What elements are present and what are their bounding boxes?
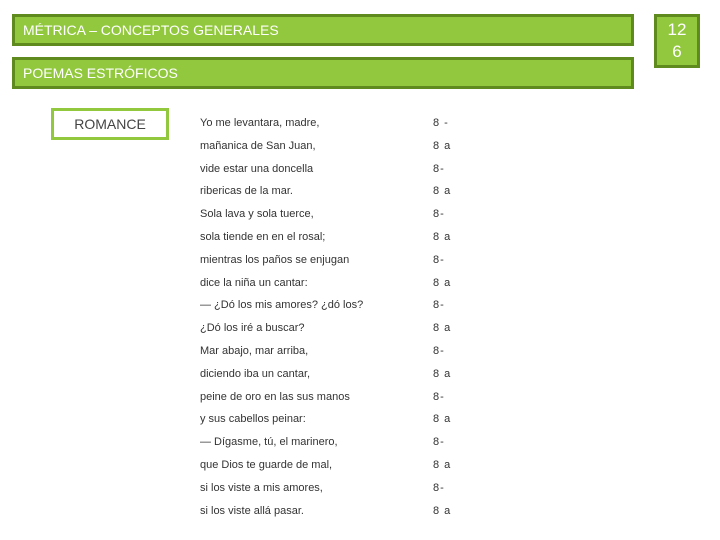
verse-line: dice la niña un cantar:	[200, 277, 308, 289]
verse-meter: 8-	[433, 391, 445, 403]
verse-meter: 8 a	[433, 231, 452, 243]
verse-line: mañanica de San Juan,	[200, 140, 316, 152]
verse-meter: 8 a	[433, 185, 452, 197]
verse-line: ¿Dó los iré a buscar?	[200, 322, 305, 334]
verse-meter: 8-	[433, 163, 445, 175]
verse-line: si los viste a mis amores,	[200, 482, 323, 494]
verse-meter: 8 -	[433, 117, 449, 129]
verse-line: ribericas de la mar.	[200, 185, 293, 197]
verse-line: vide estar una doncella	[200, 163, 314, 175]
verse-line: peine de oro en las sus manos	[200, 391, 350, 403]
verse-meter: 8-	[433, 436, 445, 448]
verse-meter: 8-	[433, 254, 445, 266]
verse-meter: 8 a	[433, 140, 452, 152]
verse-line: sola tiende en en el rosal;	[200, 231, 326, 243]
verse-line: diciendo iba un cantar,	[200, 368, 311, 380]
verse-line: y sus cabellos peinar:	[200, 413, 306, 425]
subtitle-bar	[12, 57, 634, 89]
verse-meter: 8 a	[433, 277, 452, 289]
verse-line: Mar abajo, mar arriba,	[200, 345, 309, 357]
title-bar	[12, 14, 634, 46]
verse-meter: 8 a	[433, 322, 452, 334]
verse-line: — ¿Dó los mis amores? ¿dó los?	[200, 299, 364, 311]
verse-line: — Dígasme, tú, el marinero,	[200, 436, 338, 448]
verse-meter: 8 a	[433, 368, 452, 380]
verse-line: si los viste allá pasar.	[200, 505, 304, 517]
verse-meter: 8-	[433, 208, 445, 220]
verse-meter: 8 a	[433, 459, 452, 471]
verse-line: mientras los paños se enjugan	[200, 254, 350, 266]
section-label: ROMANCE	[74, 116, 146, 132]
verse-meter: 8-	[433, 345, 445, 357]
verse-line: Yo me levantara, madre,	[200, 117, 320, 129]
verse-meter: 8 a	[433, 413, 452, 425]
verse-meter: 8-	[433, 482, 445, 494]
verse-meter: 8-	[433, 299, 445, 311]
page-title: MÉTRICA – CONCEPTOS GENERALES	[23, 22, 279, 38]
verse-line: que Dios te guarde de mal,	[200, 459, 333, 471]
page-subtitle: POEMAS ESTRÓFICOS	[23, 65, 178, 81]
section-label-box	[51, 108, 169, 140]
verse-line: Sola lava y sola tuerce,	[200, 208, 314, 220]
verse-meter: 8 a	[433, 505, 452, 517]
page-number-badge: 12 6	[654, 14, 700, 68]
